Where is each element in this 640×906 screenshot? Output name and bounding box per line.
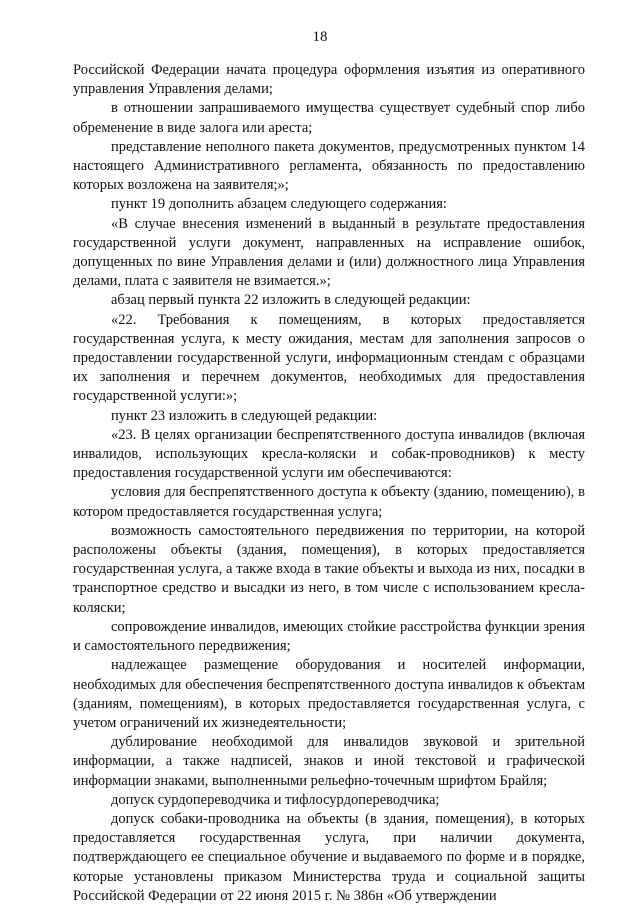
document-body (73, 61, 585, 906)
page-number: 18 (312, 29, 328, 45)
paragraph: сопровождение инвалидов, имеющих стойкие расстройства функции зрения и самостоятельного передвижения; (73, 618, 585, 655)
paragraph: пункт 23 изложить в следующей редакции: (111, 407, 378, 424)
paragraph: в отношении запрашиваемого имущества существует судебный спор либо обременение в виде залога или ареста; (73, 100, 585, 136)
paragraph: пункт 19 дополнить абзацем следующего содержания: (111, 196, 447, 213)
paragraph: условия для беспрепятственного доступа к объекту (зданию, помещению), в котором предоставляется государственная услуга; (73, 484, 585, 520)
paragraph: допуск собаки-проводника на объекты (в здания, помещения), в которых предоставляется государственная услуга, при наличии документа, подтверждающего ее специальное обучение и выдаваемого по форме и в порядке, которые установлены приказом Министерства труда и социальной защиты Российской Федерации от 22 июня 2015 г. № 386н «Об утверждении (73, 810, 585, 904)
paragraph: надлежащее размещение оборудования и носителей информации, необходимых для обеспечения беспрепятственного доступа инвалидов к объектам (зданиям, помещениям), в которых предоставляется государственная услуга, с учетом ограничений их жизнедеятельности; (73, 657, 585, 731)
paragraph: Российской Федерации начата процедура оформления изъятия из оперативного управления Управления делами; (73, 62, 585, 98)
paragraph: дублирование необходимой для инвалидов звуковой и зрительной информации, а также надписей, знаков и иной текстовой и графической информации знаками, выполненными рельефно-точечным шрифтом Брайля; (73, 734, 585, 789)
paragraph: возможность самостоятельного передвижения по территории, на которой расположены объекты (здания, помещения), в которых предоставляется государственная услуга, а также входа в такие объекты и выхода из них, посадки в транспортное средство и высадки из него, в том числе с использованием кресла-коляски; (73, 522, 585, 616)
paragraph: абзац первый пункта 22 изложить в следующей редакции: (111, 292, 471, 309)
paragraph: представление неполного пакета документов, предусмотренных пунктом 14 настоящего Административного регламента, обязанность по предоставлению которых возложена на заявителя;»; (73, 138, 585, 194)
paragraph: «22. Требования к помещениям, в которых предоставляется государственная услуга, к месту ожидания, местам для заполнения запросов о предоставлении государственной услуги, информационным стендам с образцами их заполнения и перечнем документов, необходимых для предоставления государственной услуги:»; (73, 311, 585, 405)
paragraph: «23. В целях организации беспрепятственного доступа инвалидов (включая инвалидов, использующих кресла-коляски и собак-проводников) к месту предоставления государственной услуги им обеспечиваются: (73, 426, 585, 482)
paragraph: допуск сурдопереводчика и тифлосурдопереводчика; (111, 791, 440, 808)
paragraph: «В случае внесения изменений в выданный в результате предоставления государственной услуги документ, направленных на исправление ошибок, допущенных по вине Управления делами и (или) должностного лица Управления делами, плата с заявителя не взимается.»; (73, 215, 585, 290)
